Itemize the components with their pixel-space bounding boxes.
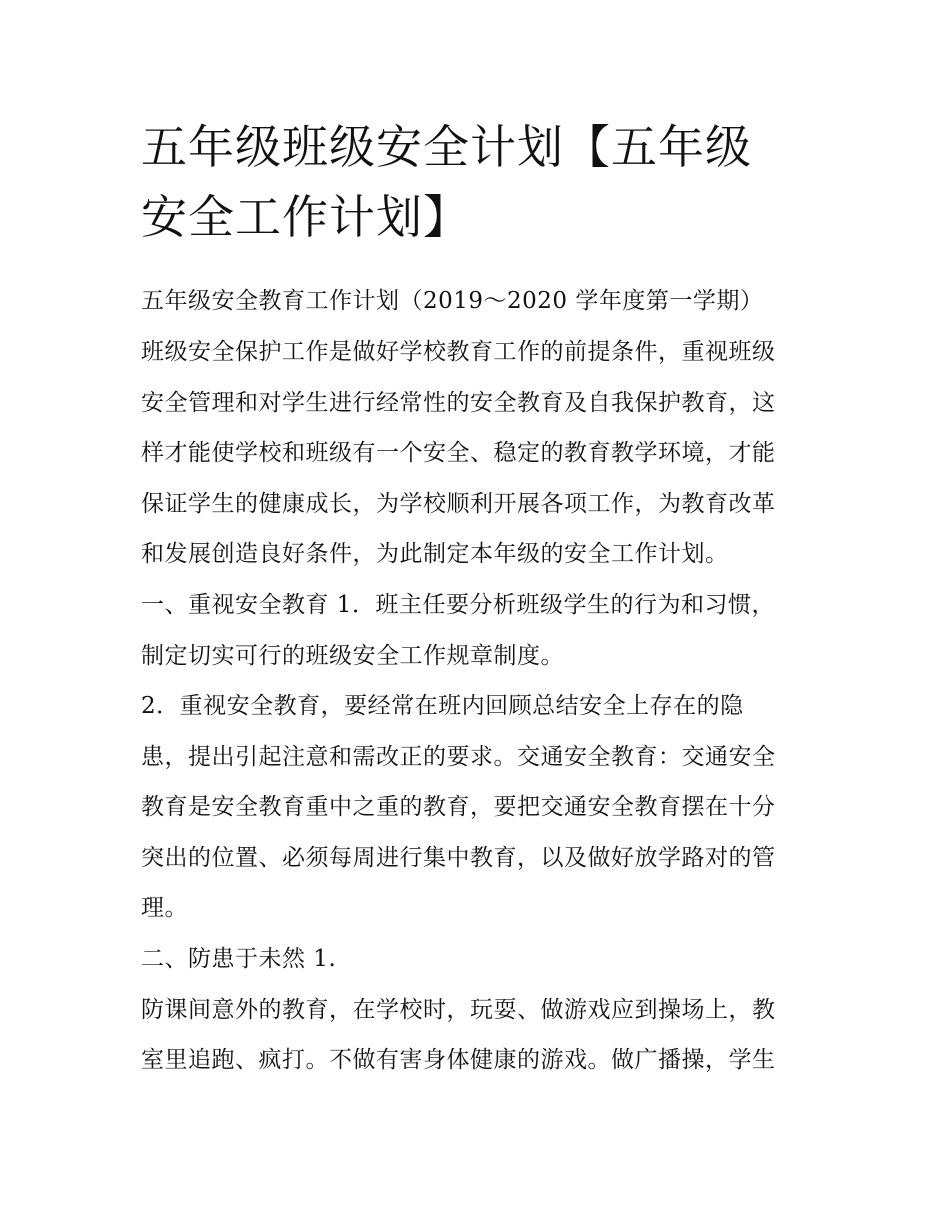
body-line-3: 样才能使学校和班级有一个安全、稳定的教育教学环境，才能	[141, 440, 776, 466]
item-2-line-2: 患，提出引起注意和需改正的要求。交通安全教育：交通安全	[141, 744, 776, 770]
subtitle-line: 五年级安全教育工作计划（2019～2020 学年度第一学期）	[141, 288, 764, 314]
item-2-line-3: 教育是安全教育重中之重的教育，要把交通安全教育摆在十分	[141, 794, 776, 820]
section-2-line-2: 室里追跑、疯打。不做有害身体健康的游戏。做广播操，学生	[141, 1047, 776, 1073]
body-line-2: 安全管理和对学生进行经常性的安全教育及自我保护教育，这	[141, 390, 776, 416]
section-1-line-2: 制定切实可行的班级安全工作规章制度。	[141, 643, 564, 669]
body-line-1: 班级安全保护工作是做好学校教育工作的前提条件，重视班级	[141, 339, 776, 365]
section-1-line-1: 一、重视安全教育 1．班主任要分析班级学生的行为和习惯，	[141, 592, 775, 618]
body-line-5: 和发展创造良好条件，为此制定本年级的安全工作计划。	[141, 541, 729, 567]
document-title	[141, 112, 821, 252]
title-line-1: 五年级班级安全计划【五年级	[141, 120, 752, 174]
item-2-line-4: 突出的位置、必须每周进行集中教育，以及做好放学路对的管	[141, 845, 776, 871]
section-2-heading: 二、防患于未然 1.	[141, 946, 337, 972]
section-2-line-1: 防课间意外的教育，在学校时，玩耍、做游戏应到操场上，教	[141, 997, 776, 1023]
item-2-line-1: 2．重视安全教育，要经常在班内回顾总结安全上存在的隐	[141, 693, 744, 719]
body-line-4: 保证学生的健康成长，为学校顺利开展各项工作，为教育改革	[141, 491, 776, 517]
item-2-line-5: 理。	[141, 895, 188, 921]
title-line-2: 安全工作计划】	[141, 190, 470, 244]
